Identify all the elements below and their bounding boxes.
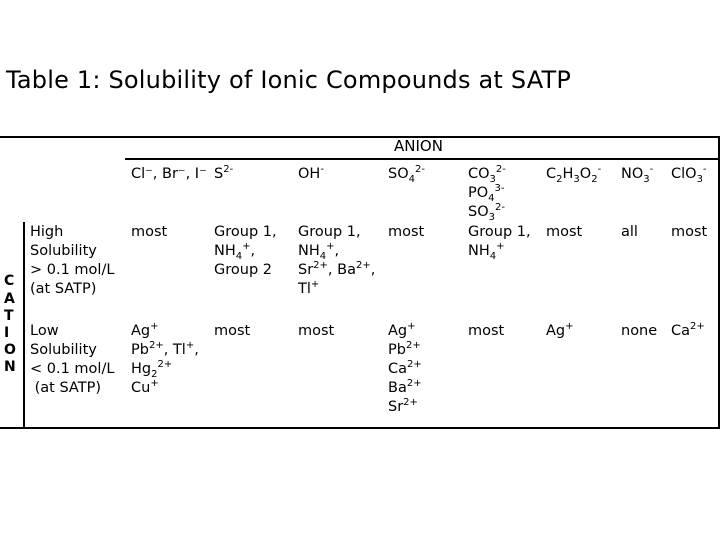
- high-sulfide-cell: Group 1, $NH_4^+$, Group 2: [214, 224, 277, 278]
- cation-letter-a: A: [4, 291, 15, 307]
- low-chlorate-cell: $Ca^{2+}$: [671, 321, 705, 339]
- high-hydroxide-cell: Group 1, $NH_4^+$, $Sr^{2+}$, $Ba^{2+}$, Tl+: [298, 224, 376, 297]
- cation-letter-c: C: [4, 273, 15, 289]
- low-sulfide-cell: most: [214, 323, 251, 339]
- high-chlorate-cell: most: [671, 224, 708, 240]
- cation-letter-o: O: [4, 342, 16, 358]
- cation-letter-n: N: [4, 359, 16, 375]
- high-carbonate-cell: Group 1, $NH_4^+$: [468, 224, 531, 262]
- low-halide-cell: Ag+ $Pb^{2+}$, Tl+, $Hg_2^{2+}$ Cu+: [131, 321, 199, 396]
- low-nitrate-cell: none: [621, 323, 658, 339]
- low-sulfate-cell: Ag+ $Pb^{2+}$ $Ca^{2+}$ $Ba^{2+}$ $Sr^{2+}$: [388, 321, 422, 415]
- table-right-border: [718, 136, 720, 428]
- low-carbonate-cell: most: [468, 323, 505, 339]
- cation-letter-i: I: [4, 325, 10, 341]
- anion-hydroxide: OH-: [298, 164, 324, 182]
- high-halide-cell: most: [131, 224, 168, 240]
- high-nitrate-cell: all: [621, 224, 638, 240]
- low-acetate-cell: Ag+: [546, 321, 574, 339]
- anion-header: ANION: [394, 137, 443, 155]
- page-title: Table 1: Solubility of Ionic Compounds at SATP: [6, 66, 572, 94]
- table-top-border: [0, 136, 720, 138]
- low-solubility-label: Low Solubility < 0.1 mol/L (at SATP): [30, 323, 115, 396]
- anion-nitrate: $NO_3^-$: [621, 164, 654, 185]
- anion-carbonate-group: $CO_3^{2-}$ $PO_4^{3-}$ $SO_3^{2-}$: [468, 164, 506, 223]
- anion-chlorate: ClO$_3$-: [671, 164, 707, 185]
- anion-sulfide: $S^{2-}$: [214, 164, 234, 182]
- anion-header-divider: [125, 158, 720, 160]
- table-bottom-border: [0, 427, 720, 429]
- anion-acetate: $C_2H_3O_2^-$: [546, 164, 602, 185]
- high-solubility-label: High Solubility > 0.1 mol/L (at SATP): [30, 224, 115, 297]
- low-hydroxide-cell: most: [298, 323, 335, 339]
- high-sulfate-cell: most: [388, 224, 425, 240]
- cation-letter-t: T: [4, 308, 14, 324]
- anion-halide: Cl⁻, Br⁻, I⁻: [131, 166, 207, 182]
- high-acetate-cell: most: [546, 224, 583, 240]
- anion-sulfate: $SO_4^{2-}$: [388, 164, 425, 185]
- cation-divider: [23, 222, 25, 428]
